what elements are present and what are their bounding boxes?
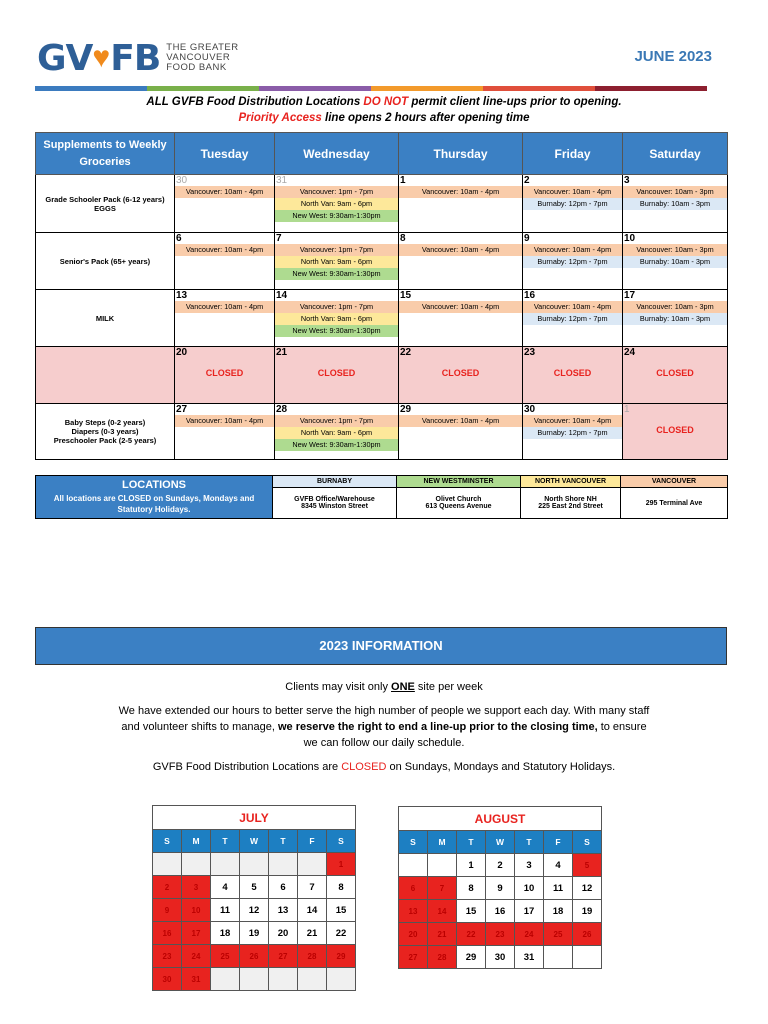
stripe-segment: [595, 86, 707, 91]
date-cell: 10: [515, 877, 544, 900]
day-cell: [275, 404, 399, 460]
site-name: NEW WESTMINSTER: [397, 476, 521, 488]
date-cell: 6: [269, 876, 298, 899]
date-cell: 1: [457, 854, 486, 877]
day-number: 24: [624, 347, 636, 358]
day-number: 30: [176, 175, 188, 186]
schedule-entry: Vancouver: 1pm - 7pm: [275, 301, 398, 313]
date-cell: 20: [269, 922, 298, 945]
site-line: 295 Terminal Ave: [645, 499, 703, 507]
weekday-label: W: [486, 831, 515, 854]
schedule-entry: Burnaby: 10am - 3pm: [623, 198, 727, 210]
day-number: 31: [276, 175, 288, 186]
closed-date: 31: [182, 968, 211, 991]
schedule-entry: Vancouver: 10am - 4pm: [175, 415, 274, 427]
closed-date: 22: [457, 923, 486, 946]
notice-line-2: [0, 112, 768, 124]
date-cell: 21: [298, 922, 327, 945]
closed-date: 24: [182, 945, 211, 968]
weekday-label: F: [544, 831, 573, 854]
supplement-cell: [36, 404, 175, 460]
weekday-label: T: [211, 830, 240, 853]
date-cell: [211, 853, 240, 876]
day-number: 16: [524, 290, 536, 301]
date-cell: 5: [240, 876, 269, 899]
logo-sub-line: THE GREATER: [166, 42, 239, 53]
day-cell: [275, 290, 399, 347]
notice-emphasis: Priority Access: [238, 112, 322, 124]
stripe-segment: [259, 86, 371, 91]
closed-date: 17: [182, 922, 211, 945]
info-text: [0, 719, 768, 735]
supplement-label: Baby Steps (0-2 years): [64, 418, 146, 427]
closed-date: 28: [298, 945, 327, 968]
closed-date: 28: [428, 946, 457, 969]
logo-gv: GV: [37, 37, 93, 79]
info-text: We have extended our hours to better serve the high number of people we support each day. With many staff: [118, 705, 650, 717]
schedule-entry: Burnaby: 12pm - 7pm: [523, 427, 622, 439]
supplement-cell: [36, 233, 175, 290]
schedule-entry: North Van: 9am - 6pm: [275, 198, 398, 210]
date-cell: [240, 968, 269, 991]
schedule-entry: Vancouver: 10am - 4pm: [523, 301, 622, 313]
stripe-segment: [483, 86, 595, 91]
site-address: [397, 488, 521, 519]
date-cell: 4: [211, 876, 240, 899]
day-number: 17: [624, 290, 636, 301]
schedule-entry: Vancouver: 10am - 4pm: [175, 186, 274, 198]
header-day: Thursday: [399, 133, 523, 175]
info-closed-rule: [0, 759, 768, 775]
schedule-entry: Vancouver: 1pm - 7pm: [275, 244, 398, 256]
schedule-entry: Vancouver: 10am - 4pm: [399, 186, 522, 198]
info-text: on Sundays, Mondays and Statutory Holidays.: [386, 761, 616, 773]
locations-header: [36, 476, 273, 519]
date-cell: [428, 854, 457, 877]
date-cell: 29: [457, 946, 486, 969]
closed-date: 2: [153, 876, 182, 899]
schedule-entry: New West: 9:30am-1:30pm: [275, 210, 398, 222]
weekday-label: S: [573, 831, 602, 854]
date-cell: 8: [327, 876, 356, 899]
schedule-entry: Vancouver: 1pm - 7pm: [275, 415, 398, 427]
stripe-segment: [35, 86, 147, 91]
date-cell: 14: [298, 899, 327, 922]
weekday-label: S: [327, 830, 356, 853]
date-cell: 19: [240, 922, 269, 945]
weekday-label: W: [240, 830, 269, 853]
info-text: Clients may visit only: [285, 681, 392, 693]
day-cell: [399, 404, 523, 460]
header-day: Friday: [523, 133, 623, 175]
closed-date: 13: [399, 900, 428, 923]
date-cell: [153, 853, 182, 876]
day-cell: [175, 290, 275, 347]
logo: [37, 38, 239, 78]
schedule-entry: Burnaby: 12pm - 7pm: [523, 256, 622, 268]
schedule-entry: New West: 9:30am-1:30pm: [275, 268, 398, 280]
site-line: GVFB Office/Warehouse: [294, 496, 375, 503]
supplement-label: MILK: [95, 313, 115, 323]
schedule-entry: Burnaby: 10am - 3pm: [623, 313, 727, 325]
weekday-label: T: [269, 830, 298, 853]
day-cell: [175, 175, 275, 233]
date-cell: [211, 968, 240, 991]
day-cell: [623, 233, 728, 290]
day-number: 28: [276, 404, 288, 415]
weekday-label: M: [182, 830, 211, 853]
schedule-entry: Vancouver: 10am - 4pm: [175, 244, 274, 256]
date-cell: [399, 854, 428, 877]
date-cell: 18: [211, 922, 240, 945]
weekday-label: S: [153, 830, 182, 853]
closed-date: 26: [573, 923, 602, 946]
august-calendar: [398, 806, 602, 969]
schedule-entry: North Van: 9am - 6pm: [275, 256, 398, 268]
header-day: Tuesday: [175, 133, 275, 175]
logo-fb: FB: [110, 37, 161, 79]
weekday-label: T: [457, 831, 486, 854]
date-cell: 12: [573, 877, 602, 900]
date-cell: 30: [486, 946, 515, 969]
supplement-label: EGGS: [94, 203, 116, 213]
day-number: 6: [176, 233, 182, 244]
supplement-cell: [36, 347, 175, 404]
locations-title: LOCATIONS: [122, 479, 186, 491]
month-title: JUNE 2023: [634, 48, 712, 65]
schedule-entry: Burnaby: 12pm - 7pm: [523, 313, 622, 325]
day-cell: [523, 175, 623, 233]
info-emphasis: we reserve the right to end a line-up prior to the closing time,: [277, 721, 598, 733]
info-title: 2023 INFORMATION: [35, 627, 727, 665]
day-cell: [399, 347, 523, 404]
day-number: 15: [400, 290, 412, 301]
day-number: 3: [624, 175, 630, 186]
logo-sub-line: FOOD BANK: [166, 62, 227, 73]
closed-date: 10: [182, 899, 211, 922]
closed-label: CLOSED: [205, 368, 244, 378]
day-number: 1: [624, 404, 630, 415]
closed-label: CLOSED: [553, 368, 592, 378]
closed-date: 3: [182, 876, 211, 899]
date-cell: [269, 968, 298, 991]
month-name: AUGUST: [399, 807, 602, 831]
header-supplements: Supplements to Weekly Groceries: [36, 133, 175, 175]
date-cell: 18: [544, 900, 573, 923]
day-number: 2: [524, 175, 530, 186]
site-line: 613 Queens Avenue: [425, 503, 492, 510]
date-cell: 11: [544, 877, 573, 900]
day-number: 27: [176, 404, 188, 415]
date-cell: 15: [457, 900, 486, 923]
supplement-cell: [36, 290, 175, 347]
date-cell: 7: [298, 876, 327, 899]
closed-label: CLOSED: [656, 425, 694, 435]
stripe-segment: [371, 86, 483, 91]
date-cell: 19: [573, 900, 602, 923]
heart-icon: ♥: [92, 41, 111, 74]
date-cell: 3: [515, 854, 544, 877]
info-visit-rule: [0, 679, 768, 695]
july-calendar: [152, 805, 356, 991]
color-stripe: [35, 86, 707, 91]
day-cell: [623, 290, 728, 347]
logo-sub-line: VANCOUVER: [166, 52, 231, 63]
date-cell: [269, 853, 298, 876]
site-line: 8345 Winston Street: [301, 503, 368, 510]
closed-date: 23: [153, 945, 182, 968]
supplement-cell: [36, 175, 175, 233]
day-number: 14: [276, 290, 288, 301]
header-day: Wednesday: [275, 133, 399, 175]
logo-subtitle: [166, 43, 238, 73]
closed-label: CLOSED: [441, 368, 480, 378]
locations-table: [35, 475, 728, 519]
schedule-entry: North Van: 9am - 6pm: [275, 313, 398, 325]
schedule-entry: Vancouver: 1pm - 7pm: [275, 186, 398, 198]
notice-emphasis: DO NOT: [363, 96, 409, 108]
date-cell: 2: [486, 854, 515, 877]
weekday-label: F: [298, 830, 327, 853]
day-number: 7: [276, 233, 282, 244]
day-cell: [175, 404, 275, 460]
supplement-label: Grade Schooler Pack (6-12 years): [45, 194, 165, 204]
date-cell: [298, 968, 327, 991]
supplement-label: Preschooler Pack (2-5 years): [53, 436, 157, 445]
day-cell: [399, 233, 523, 290]
day-number: 23: [524, 347, 536, 358]
notice-text: line opens 2 hours after opening time: [321, 112, 530, 124]
date-cell: 15: [327, 899, 356, 922]
site-line: 225 East 2nd Street: [538, 503, 603, 510]
closed-date: 20: [399, 923, 428, 946]
info-text: and volunteer shifts to manage,: [121, 721, 278, 733]
notice-text: permit client line-ups prior to opening.: [408, 96, 622, 108]
schedule-entry: Vancouver: 10am - 4pm: [399, 244, 522, 256]
day-cell: [275, 347, 399, 404]
closed-date: 14: [428, 900, 457, 923]
day-number: 10: [624, 233, 636, 244]
closed-date: 5: [573, 854, 602, 877]
closed-date: 25: [211, 945, 240, 968]
schedule-entry: Vancouver: 10am - 3pm: [623, 244, 727, 256]
site-address: [273, 488, 397, 519]
schedule-entry: New West: 9:30am-1:30pm: [275, 439, 398, 451]
day-cell: [275, 233, 399, 290]
closed-label: CLOSED: [656, 368, 694, 378]
date-cell: [240, 853, 269, 876]
date-cell: 17: [515, 900, 544, 923]
site-address: [521, 488, 621, 519]
day-cell: [623, 347, 728, 404]
day-cell: [623, 175, 728, 233]
info-hours-paragraph: [0, 703, 768, 751]
site-line: North Shore NH: [544, 496, 597, 503]
header-day: Saturday: [623, 133, 728, 175]
date-cell: 22: [327, 922, 356, 945]
day-number: 29: [400, 404, 412, 415]
day-cell: [523, 290, 623, 347]
closed-date: 24: [515, 923, 544, 946]
date-cell: [298, 853, 327, 876]
day-cell: [523, 347, 623, 404]
schedule-entry: New West: 9:30am-1:30pm: [275, 325, 398, 337]
day-number: 9: [524, 233, 530, 244]
schedule-entry: Burnaby: 10am - 3pm: [623, 256, 727, 268]
closed-date: 25: [544, 923, 573, 946]
locations-note: All locations are CLOSED on Sundays, Mondays and Statutory Holidays.: [53, 494, 255, 514]
closed-date: 27: [269, 945, 298, 968]
date-cell: 8: [457, 877, 486, 900]
date-cell: 4: [544, 854, 573, 877]
closed-date: 16: [153, 922, 182, 945]
day-cell: [175, 233, 275, 290]
schedule-entry: Vancouver: 10am - 4pm: [523, 244, 622, 256]
weekday-label: S: [399, 831, 428, 854]
day-cell: [175, 347, 275, 404]
notice-text: ALL GVFB Food Distribution Locations: [146, 96, 364, 108]
date-cell: 31: [515, 946, 544, 969]
supplement-label: Senior's Pack (65+ years): [59, 256, 151, 266]
stripe-segment: [147, 86, 259, 91]
closed-date: 26: [240, 945, 269, 968]
day-cell: [275, 175, 399, 233]
day-cell: [623, 404, 728, 460]
month-name: JULY: [153, 806, 356, 830]
site-line: Olivet Church: [435, 496, 482, 503]
schedule-entry: Burnaby: 12pm - 7pm: [523, 198, 622, 210]
date-cell: 11: [211, 899, 240, 922]
weekday-label: M: [428, 831, 457, 854]
closed-date: 9: [153, 899, 182, 922]
info-emphasis: CLOSED: [341, 761, 387, 773]
notice-line-1: [0, 96, 768, 108]
supplement-label: Diapers (0-3 years): [71, 427, 139, 436]
schedule-entry: North Van: 9am - 6pm: [275, 427, 398, 439]
closed-date: 27: [399, 946, 428, 969]
day-cell: [399, 175, 523, 233]
date-cell: [573, 946, 602, 969]
day-number: 8: [400, 233, 406, 244]
date-cell: [327, 968, 356, 991]
site-name: VANCOUVER: [621, 476, 728, 488]
schedule-entry: Vancouver: 10am - 4pm: [399, 301, 522, 313]
info-text: GVFB Food Distribution Locations are: [152, 761, 342, 773]
closed-date: 7: [428, 877, 457, 900]
schedule-entry: Vancouver: 10am - 4pm: [523, 415, 622, 427]
schedule-entry: Vancouver: 10am - 3pm: [623, 186, 727, 198]
info-text: we can follow our daily schedule.: [303, 737, 465, 749]
closed-date: 23: [486, 923, 515, 946]
info-emphasis: ONE: [391, 681, 415, 693]
day-number: 13: [176, 290, 188, 301]
info-text: site per week: [414, 681, 483, 693]
closed-date: 30: [153, 968, 182, 991]
day-number: 20: [176, 347, 188, 358]
site-name: BURNABY: [273, 476, 397, 488]
closed-date: 21: [428, 923, 457, 946]
schedule-entry: Vancouver: 10am - 4pm: [175, 301, 274, 313]
june-calendar: [35, 132, 728, 460]
day-number: 22: [400, 347, 412, 358]
closed-date: 1: [327, 853, 356, 876]
date-cell: 16: [486, 900, 515, 923]
date-cell: [182, 853, 211, 876]
day-number: 21: [276, 347, 288, 358]
closed-label: CLOSED: [317, 368, 356, 378]
date-cell: 9: [486, 877, 515, 900]
schedule-entry: Vancouver: 10am - 4pm: [399, 415, 522, 427]
day-cell: [523, 404, 623, 460]
closed-date: 29: [327, 945, 356, 968]
day-number: 1: [400, 175, 406, 186]
date-cell: [544, 946, 573, 969]
site-address: [621, 488, 728, 519]
site-name: NORTH VANCOUVER: [521, 476, 621, 488]
day-cell: [523, 233, 623, 290]
schedule-entry: Vancouver: 10am - 3pm: [623, 301, 727, 313]
schedule-entry: Vancouver: 10am - 4pm: [523, 186, 622, 198]
date-cell: 12: [240, 899, 269, 922]
weekday-label: T: [515, 831, 544, 854]
closed-date: 6: [399, 877, 428, 900]
day-cell: [399, 290, 523, 347]
date-cell: 13: [269, 899, 298, 922]
info-text: to ensure: [597, 721, 647, 733]
day-number: 30: [524, 404, 536, 415]
